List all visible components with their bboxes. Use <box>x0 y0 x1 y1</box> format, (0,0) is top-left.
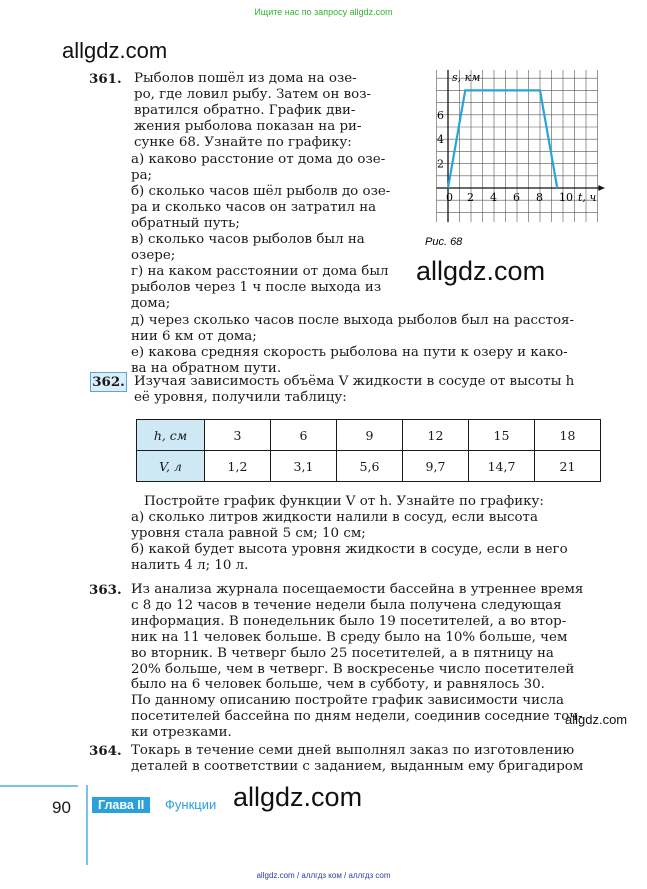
problem-number: 364. <box>89 743 122 759</box>
figure-68-chart <box>410 70 610 250</box>
table-cell: 3 <box>205 420 271 451</box>
text-line: е) какова средняя скорость рыболова на пути к озеру и како- <box>131 344 568 360</box>
section-title: Функции <box>165 797 217 812</box>
table-cell: 14,7 <box>469 451 535 482</box>
text-line: было на 6 человек больше, чем в субботу, и равнялось 30. <box>131 677 545 693</box>
table-cell: 18 <box>535 420 601 451</box>
chart-origin-label: 0 <box>446 191 453 204</box>
text-line: дома; <box>131 296 171 312</box>
text-line: ки отрезками. <box>131 725 232 741</box>
text-line: ва на обратном пути. <box>131 360 282 376</box>
text-line: налить 4 л; 10 л. <box>131 558 249 573</box>
text-line: деталей в соответствии с заданием, выданным ему бригадиром <box>131 759 584 774</box>
table-row-v <box>137 451 601 482</box>
table-cell: 5,6 <box>337 451 403 482</box>
table-cell: 1,2 <box>205 451 271 482</box>
text-line: в) сколько часов рыболов был на <box>131 232 365 247</box>
text-line: Рыболов пошёл из дома на озе- <box>134 71 357 86</box>
x-tick-label: 2 <box>467 191 474 204</box>
text-line: б) какой будет высота уровня жидкости в сосуде, если в него <box>131 542 568 557</box>
text-line: г) на каком расстоянии от дома был <box>131 264 389 280</box>
text-line: нии 6 км от дома; <box>131 328 257 344</box>
text-line: д) через сколько часов после выхода рыболов был на расстоя- <box>131 312 574 328</box>
problem-number-badge: 362. <box>90 372 127 392</box>
text-line: ник на 11 человек больше. В среду было на 10% больше, чем <box>131 629 568 645</box>
footer-vertical-rule <box>86 785 88 865</box>
text-line: рыболов через 1 ч после выхода из <box>131 280 382 296</box>
table-header-v: V, л <box>137 451 205 482</box>
text-line: во вторник. В четверг было 25 посетителей, а в пятницу на <box>131 645 554 661</box>
table-cell: 6 <box>271 420 337 451</box>
problem-362-intro-2: её уровня, получили таблицу: <box>134 390 347 405</box>
text-line: сунке 68. Узнайте по графику: <box>134 135 352 151</box>
watermark-middle: allgdz.com <box>416 256 546 286</box>
problem-362-intro-1: Изучая зависимость объёма V жидкости в сосуде от высоты h <box>134 374 575 389</box>
watermark-right: allgdz.com <box>565 712 628 727</box>
figure-caption: Рис. 68 <box>425 236 463 248</box>
table-cell: 9 <box>337 420 403 451</box>
text-line: Постройте график функции V от h. Узнайте по графику: <box>144 494 544 509</box>
text-line: Токарь в течение семи дней выполнял заказ по изготовлению <box>131 743 575 758</box>
page-number: 90 <box>52 798 71 817</box>
table-cell: 3,1 <box>271 451 337 482</box>
table-row-h <box>137 420 601 451</box>
text-line: обратный путь; <box>131 215 240 231</box>
y-tick-label: 2 <box>437 157 444 171</box>
x-tick-label: 6 <box>513 191 520 204</box>
text-line: ра; <box>131 167 153 183</box>
text-line: 20% больше, чем в четверг. В воскресенье число посетителей <box>131 661 575 677</box>
text-line: Из анализа журнала посещаемости бассейна в утреннее время <box>131 582 584 597</box>
text-line: информация. В понедельник было 19 посетителей, а во втор- <box>131 613 567 629</box>
top-banner[interactable]: Ищите нас по запросу allgdz.com <box>254 7 393 17</box>
table-header-h: h, см <box>137 420 205 451</box>
text-line: вратился обратно. График дви- <box>134 103 356 119</box>
text-line: жения рыболова показан на ри- <box>134 119 362 135</box>
watermark-top-left: allgdz.com <box>62 38 168 63</box>
problem-number: 363. <box>89 582 122 598</box>
text-line: уровня стала равной 5 см; 10 см; <box>131 526 366 541</box>
table-cell: 15 <box>469 420 535 451</box>
x-tick-label: 4 <box>490 191 497 204</box>
bottom-links[interactable]: allgdz.com / аллгдз ком / аллгдз com <box>256 871 391 880</box>
text-line: б) сколько часов шёл рыболв до озе- <box>131 183 391 199</box>
chart-y-label: s, км <box>452 71 481 84</box>
y-tick-label: 6 <box>437 108 444 122</box>
text-line: с 8 до 12 часов в течение недели была получена следующая <box>131 597 562 613</box>
text-line: а) каково расстоние от дома до озе- <box>131 151 386 167</box>
footer-rule <box>0 785 78 787</box>
problem-number: 361. <box>89 71 122 87</box>
text-line: а) сколько литров жидкости налили в сосуд, если высота <box>131 510 538 525</box>
table-cell: 21 <box>535 451 601 482</box>
watermark-footer: allgdz.com <box>233 782 363 812</box>
chart-x-label: t, ч <box>578 191 597 204</box>
x-tick-label: 8 <box>536 191 543 204</box>
text-line: ро, где ловил рыбу. Затем он воз- <box>134 87 372 103</box>
text-line: посетителей бассейна по дням недели, соединив соседние точ- <box>131 709 583 725</box>
x-axis-arrow <box>598 185 604 191</box>
data-table <box>136 419 601 482</box>
table-cell: 12 <box>403 420 469 451</box>
chapter-label: Глава II <box>92 797 150 813</box>
text-line: озере; <box>131 248 176 264</box>
table-cell: 9,7 <box>403 451 469 482</box>
x-tick-label: 10 <box>559 191 573 204</box>
text-line: По данному описанию постройте график зависимости числа <box>131 693 564 709</box>
text-line: ра и сколько часов он затратил на <box>131 199 377 215</box>
y-tick-label: 4 <box>437 133 444 147</box>
